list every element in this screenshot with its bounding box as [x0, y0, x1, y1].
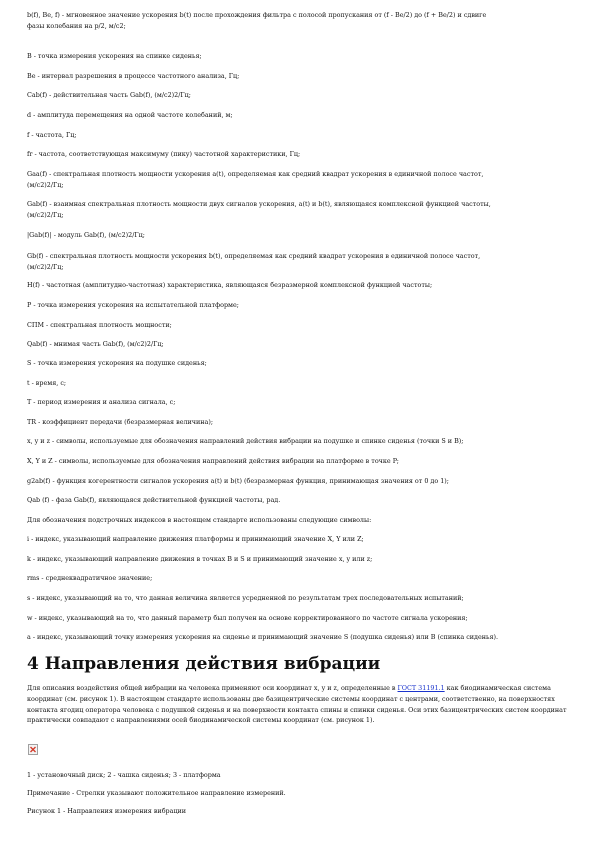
definition-item: Be - интервал разрешения в процессе частотного анализа, Гц; [27, 72, 240, 80]
definition-item: H(f) - частотная (амплитудно-частотная) характеристика, являющаяся безразмерной комплексной функцией частоты; [27, 281, 433, 289]
intro-text-after: как биодинамическая система координат (см. рисунок 1). В настоящем стандарте использованы две базицентрические системы координат с центрами, соответственно, на поверхностях контакта ягодиц оператора человека с подушкой сиденья и на поверхности контакта спины и спинки сиденья. Оси этих базицентрических систем координат практически совпадают с направлениями осей биодинамической системы координат (см. рисунок 1). [27, 684, 567, 725]
definition-item: B - точка измерения ускорения на спинке сиденья; [27, 52, 202, 60]
definition-item: Cab(f) - действительная часть Gab(f), (м/c2)2/Гц; [27, 91, 191, 99]
definition-item: b(f), Be, f) - мгновенное значение ускорения b(t) после прохождения фильтра с полосой пропускания от (f - Be/2) до (f + Be/2) и сдвиге фазы колебания на p/2, м/с2; [27, 11, 487, 30]
definition-item: X, Y и Z - символы, используемые для обозначения направлений действия вибрации на платформе в точке P; [27, 457, 399, 465]
figure-legend: 1 - установочный диск; 2 - чашка сиденья; 3 - платформа [27, 771, 221, 779]
definition-item: fr - частота, соответствующая максимуму (пику) частотной характеристики, Гц; [27, 150, 301, 158]
definition-item: t - время, с; [27, 379, 67, 387]
definition-item: s - индекс, указывающий на то, что данная величина является усредненной по результатам трех последовательных испытаний; [27, 594, 464, 602]
definition-item: TR - коэффициент передачи (безразмерная величина); [27, 418, 214, 426]
definition-item: Qab(f) - мнимая часть Gab(f), (м/c2)2/Гц; [27, 340, 164, 348]
definition-item: d - амплитуда перемещения на одной частоте колебаний, м; [27, 111, 233, 119]
definition-item: S - точка измерения ускорения на подушке сиденья; [27, 359, 207, 367]
definition-item: T - период измерения и анализа сигнала, с; [27, 398, 176, 406]
broken-image-icon [28, 744, 38, 755]
definition-item: СПМ - спектральная плотность мощности; [27, 321, 172, 329]
definition-item: i - индекс, указывающий направление движения платформы и принимающий значение X, Y или Z; [27, 535, 364, 543]
section-heading: 4 Направления действия вибрации [27, 654, 381, 674]
definition-item: Gaa(f) - спектральная плотность мощности ускорения a(t), определяемая как средний квадрат ускорения в единичной полосе частот, (м/с2)2/Гц; [27, 170, 484, 189]
gost-link[interactable]: ГОСТ 31191.1 [397, 684, 445, 692]
definition-item: a - индекс, указывающий точку измерения ускорения на сиденье и принимающий значение S (подушка сиденья) или B (спинка сиденья). [27, 633, 499, 641]
intro-text-before: Для описания воздействия общей вибрации на человека применяют оси координат x, y и z, определенные в [27, 684, 398, 692]
definition-item: rms - среднеквадратичное значение; [27, 574, 153, 582]
definition-item: P - точка измерения ускорения на испытательной платформе; [27, 301, 239, 309]
definition-item: k - индекс, указывающий направление движения в точках B и S и принимающий значение x, y или z; [27, 555, 373, 563]
definition-item: f - частота, Гц; [27, 131, 77, 139]
figure-caption: Рисунок 1 - Направления измерения вибрации [27, 807, 187, 815]
intro-paragraph [27, 683, 575, 726]
figure-note: Примечание - Стрелки указывают положительное направление измерений. [27, 789, 286, 797]
definition-item: g2ab(f) - функция когерентности сигналов ускорения a(t) и b(t) (безразмерная функция, принимающая значения от 0 до 1); [27, 477, 449, 485]
definition-item: w - индекс, указывающий на то, что данный параметр был получен на основе корректированного по частоте сигнала ускорения; [27, 614, 468, 622]
definition-item: Qab (f) - фаза Gab(f), являющаяся действительной функцией частоты, рад. [27, 496, 281, 504]
definition-item: Gab(f) - взаимная спектральная плотность мощности двух сигналов ускорения, a(t) и b(t), являющаяся комплексной функцией частоты, (м/c2)2/Гц; [27, 200, 491, 219]
definition-item: |Gab(f)| - модуль Gab(f), (м/c2)2/Гц; [27, 231, 145, 239]
definition-item: Для обозначения подстрочных индексов в настоящем стандарте использованы следующие символы: [27, 516, 372, 524]
definition-item: x, y и z - символы, используемые для обозначения направлений действия вибрации на подушке и спинке сиденья (точки S и B); [27, 437, 464, 445]
definition-item: Gb(f) - спектральная плотность мощности ускорения b(t), определяемая как средний квадрат ускорения в единичной полосе частот, (м/с2)2/Гц; [27, 252, 481, 271]
